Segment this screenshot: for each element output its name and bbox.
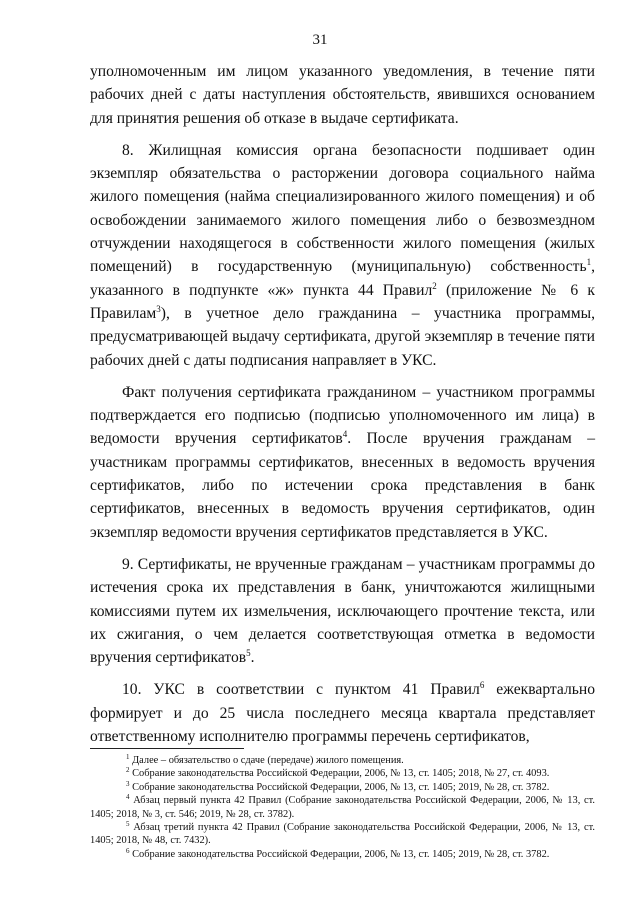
footnote-ref-5: 5 [246, 648, 251, 659]
footnote-number: 5 [126, 820, 130, 829]
paragraph-item-8 [90, 139, 595, 372]
footnote-text: Далее – обязательство о сдаче (передаче) жилого помещения. [129, 755, 404, 766]
footnote-number: 6 [126, 846, 130, 855]
footnote-separator [90, 748, 244, 749]
paragraph-text: (приложение № 6 к Правилам [90, 281, 595, 322]
paragraph-continuation [90, 60, 595, 130]
page-number: 31 [312, 32, 328, 48]
paragraph-text: ежеквартально формирует и до 25 числа последнего месяца квартала представляет ответственному исполнителю программы перечень сертификатов, [90, 681, 596, 746]
footnote-text: Абзац третий пункта 42 Правил (Собрание законодательства Российской Федерации, 2006, № 13, ст. 1405; 2018, № 48, ст. 7432). [90, 822, 595, 847]
footnote-2 [90, 767, 595, 780]
paragraph-text: 9. Сертификаты, не врученные гражданам – участникам программы до истечения срока их представления в банк, уничтожаются жилищными комиссиями путем их измельчения, исключающего прочтение текста, или их сжигания, о чем делается соответствующая отметка в ведомости вручения сертификатов [90, 555, 595, 667]
paragraph-text: 10. УКС в соответствии с пунктом 41 Правил [122, 681, 480, 699]
body-text [90, 60, 595, 748]
footnote-ref-4: 4 [342, 429, 348, 440]
footnote-text: Собрание законодательства Российской Федерации, 2006, № 13, ст. 1405; 2018, № 27, ст. 4093. [129, 768, 550, 780]
footnote-4 [90, 794, 595, 821]
paragraph-text: , указанного в подпункте «ж» пункта 44 Правил [90, 258, 595, 299]
paragraph-text: уполномоченным им лицом указанного уведомления, в течение пяти рабочих дней с даты наступления обстоятельств, явившихся основанием для принятия решения об отказе в выдаче сертификата. [90, 63, 595, 127]
paragraph-text: . После вручения гражданам – участникам программы сертификатов, внесенных в ведомость вручения сертификатов, либо по истечении срока представления в банк сертификатов, внесенных в ведомость вручения сертификатов, один экземпляр ведомости вручения сертификатов представляется в УКС. [90, 430, 595, 541]
paragraph-text: . [250, 649, 255, 667]
footnote-text: Абзац первый пункта 42 Правил (Собрание законодательства Российской Федерации, 2006, № 13, ст. 1405; 2018, № 3, ст. 546; 2019, № 28, ст. 3782). [90, 795, 595, 820]
paragraph-item-10 [90, 678, 595, 748]
footnote-3 [90, 781, 595, 794]
footnote-number: 3 [126, 779, 130, 788]
footnote-number: 4 [126, 793, 130, 802]
paragraph-text: Факт получения сертификата гражданином – участником программы подтверждается его подписью (подписью уполномоченного им лица) в ведомости вручения сертификатов [90, 383, 595, 448]
paragraph-text: ), в учетное дело гражданина – участника программы, предусматривающей выдачу сертификата, другой экземпляр в течение пяти рабочих дней с даты подписания направляет в УКС. [90, 304, 595, 369]
footnote-text: Собрание законодательства Российской Федерации, 2006, № 13, ст. 1405; 2019, № 28, ст. 3782. [129, 781, 550, 793]
footnote-ref-3: 3 [156, 303, 161, 314]
paragraph-certificate-receipt [90, 381, 595, 544]
paragraph-item-9 [90, 553, 595, 669]
footnote-number: 1 [126, 753, 130, 761]
footnote-text: Собрание законодательства Российской Федерации, 2006, № 13, ст. 1405; 2019, № 28, ст. 3782. [129, 848, 550, 860]
footnote-ref-1: 1 [586, 257, 592, 268]
footnote-ref-2: 2 [432, 280, 437, 291]
footnote-number: 2 [126, 766, 130, 775]
footnote-6 [90, 848, 595, 861]
footnote-1 [90, 754, 595, 767]
footnote-ref-6: 6 [479, 680, 485, 691]
paragraph-text: 8. Жилищная комиссия органа безопасности подшивает один экземпляр обязательства о расторжении договора социального найма жилого помещения (найма специализированного жилого помещения) и об освобождении занимаемого жилого помещения либо о безвозмездном отчуждении находящегося в собственности жилого помещения (жилых помещений) в государственную (муниципальную) собственность [90, 141, 595, 276]
footnotes [90, 754, 595, 861]
footnote-5 [90, 821, 595, 848]
